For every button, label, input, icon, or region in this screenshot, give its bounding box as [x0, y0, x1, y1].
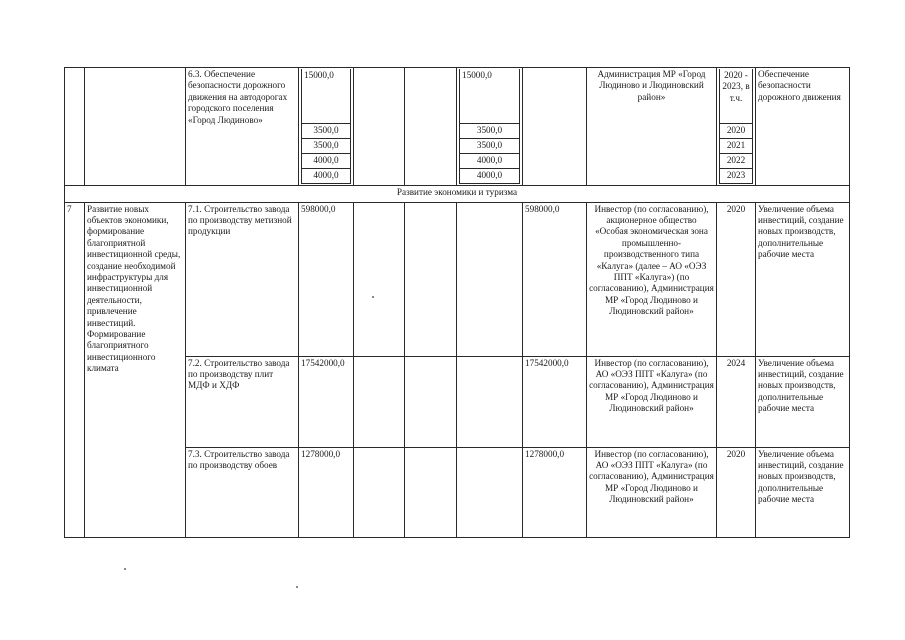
task-cell: Развитие новых объектов экономики, формирование благоприятной инвестиционной среды, создание необходимой инфраструктуры для инвестиционной деятельности, привлечение инвестиций. Формирование благоприятного инвестиционного климата: [85, 202, 186, 537]
year-local: 4000,0: [460, 168, 520, 183]
measure-name: 7.1. Строительство завода по производству метизной продукции: [186, 202, 299, 356]
number-cell: 7: [65, 202, 85, 537]
regional-cell: [405, 447, 457, 537]
total-cell: 17542000,0: [299, 356, 354, 447]
local-value: 15000,0: [460, 69, 520, 123]
result-cell: Увеличение объема инвестиций, создание новых производств, дополнительные рабочие места: [756, 356, 850, 447]
year-total: 4000,0: [302, 168, 351, 183]
executor-cell: Инвестор (по согласованию), АО «ОЭЗ ППТ «Калуга» (по согласованию), Администрация МР «Город Людиново и Людиновский район»: [587, 447, 717, 537]
year-label: 2020: [720, 123, 753, 138]
scan-speck: [372, 296, 374, 298]
table-row: [65, 202, 850, 356]
federal-cell: [354, 68, 405, 186]
number-cell: [65, 68, 85, 186]
regional-cell: [405, 68, 457, 186]
total-cell: [299, 68, 354, 186]
year-cell: 2024: [717, 356, 756, 447]
extra-cell: [523, 68, 587, 186]
executor-cell: Инвестор (по согласованию), АО «ОЭЗ ППТ «Калуга» (по согласованию), Администрация МР «Город Людиново и Людиновский район»: [587, 356, 717, 447]
total-cell: 1278000,0: [299, 447, 354, 537]
year-cell: 2020: [717, 202, 756, 356]
scan-speck: [124, 568, 126, 570]
local-cell: [457, 447, 523, 537]
section-row: [65, 185, 850, 202]
task-cell: [85, 68, 186, 186]
local-cell: [457, 202, 523, 356]
result-cell: Обеспечение безопасности дорожного движения: [756, 68, 850, 186]
period-value: 2020 - 2023, в т.ч.: [720, 69, 753, 123]
table-row: [65, 68, 850, 186]
result-cell: Увеличение объема инвестиций, создание новых производств, дополнительные рабочие места: [756, 202, 850, 356]
measure-name: 7.2. Строительство завода по производству плит МДФ и ХДФ: [186, 356, 299, 447]
measure-name: 7.3. Строительство завода по производству обоев: [186, 447, 299, 537]
executor-cell: Инвестор (по согласованию), акционерное общество «Особая экономическая зона промышленно-производственного типа «Калуга» (далее – АО «ОЭЗ ППТ «Калуга») (по согласованию), Администрация МР «Город Людиново и Людиновский район»: [587, 202, 717, 356]
regional-cell: [405, 202, 457, 356]
total-cell: 598000,0: [299, 202, 354, 356]
extra-cell: 1278000,0: [523, 447, 587, 537]
year-cell: 2020: [717, 447, 756, 537]
federal-cell: [354, 356, 405, 447]
result-cell: Увеличение объема инвестиций, создание новых производств, дополнительные рабочие места: [756, 447, 850, 537]
year-label: 2023: [720, 168, 753, 183]
extra-cell: 598000,0: [523, 202, 587, 356]
executor-cell: Администрация МР «Город Людиново и Людиновский район»: [587, 68, 717, 186]
local-cell: [457, 68, 523, 186]
year-total: 3500,0: [302, 123, 351, 138]
extra-cell: 17542000,0: [523, 356, 587, 447]
year-local: 3500,0: [460, 123, 520, 138]
scan-speck: [296, 586, 298, 588]
regional-cell: [405, 356, 457, 447]
measure-name: 6.3. Обеспечение безопасности дорожного движения на автодорогах городского поселения «Город Людиново»: [186, 68, 299, 186]
total-value: 15000,0: [302, 69, 351, 123]
year-label: 2021: [720, 138, 753, 153]
program-table: [64, 67, 850, 538]
period-cell: [717, 68, 756, 186]
year-local: 4000,0: [460, 153, 520, 168]
section-title: Развитие экономики и туризма: [65, 185, 850, 202]
year-local: 3500,0: [460, 138, 520, 153]
federal-cell: [354, 447, 405, 537]
federal-cell: [354, 202, 405, 356]
local-cell: [457, 356, 523, 447]
year-label: 2022: [720, 153, 753, 168]
year-total: 3500,0: [302, 138, 351, 153]
year-total: 4000,0: [302, 153, 351, 168]
